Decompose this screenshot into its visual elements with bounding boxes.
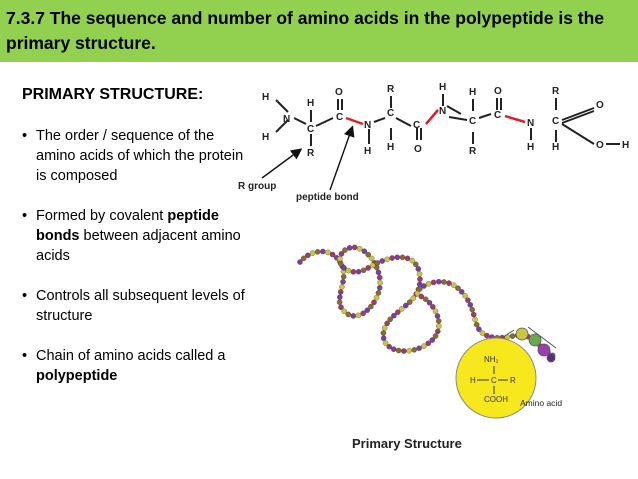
atom-r: R: [307, 148, 315, 159]
svg-text:H: H: [470, 376, 476, 385]
amino-acid-bead: [375, 260, 380, 265]
svg-text:COOH: COOH: [484, 395, 508, 404]
atom-c: C: [387, 108, 395, 119]
amino-acid-bead: [484, 333, 489, 338]
atom-r: R: [469, 146, 477, 157]
amino-acid-bead: [441, 279, 446, 284]
amino-acid-bead: [400, 255, 405, 260]
amino-acid-bead: [370, 263, 375, 268]
amino-acid-bead: [436, 324, 441, 329]
amino-acid-bead: [462, 293, 467, 298]
svg-text:R: R: [510, 376, 516, 385]
atom-c: C: [307, 124, 315, 135]
amino-acid-bead: [381, 336, 386, 341]
atom-h: H: [262, 92, 270, 103]
amino-acid-bead: [325, 250, 330, 255]
atom-r: R: [552, 86, 560, 97]
atom-o: O: [596, 100, 604, 111]
amino-acid-label: Amino acid: [520, 398, 563, 408]
bullet-dot: •: [22, 208, 28, 224]
atom-c: C: [469, 116, 477, 127]
bullet-text: The order / sequence of the amino acids of which the protein is composed: [36, 128, 244, 184]
bullet-text: Controls all subsequent levels of structure: [36, 288, 245, 324]
amino-acid-bead: [339, 251, 344, 256]
amino-acid-bead: [413, 262, 418, 267]
amino-acid-bead: [376, 270, 381, 275]
amino-acid-bead: [337, 300, 342, 305]
amino-acid-bead: [468, 302, 473, 307]
atom-c: C: [336, 112, 344, 123]
atom-o: O: [596, 140, 604, 151]
amino-acid-bead: [376, 290, 381, 295]
amino-acid-bead: [341, 274, 346, 279]
bullet-text: Chain of amino acids called a: [36, 348, 226, 364]
bullet-dot: •: [22, 288, 28, 304]
amino-acid-bead: [421, 283, 426, 288]
amino-acid-bead: [361, 268, 366, 273]
amino-acid-bead: [465, 298, 470, 303]
polypeptide-structural-formula: [238, 82, 629, 203]
amino-acid-bead: [378, 280, 383, 285]
amino-acid-bead: [385, 257, 390, 262]
amino-acid-bead: [351, 313, 356, 318]
bullet-dot: •: [22, 128, 28, 144]
amino-acid-bead: [538, 344, 550, 356]
bullet-dot: •: [22, 348, 28, 364]
peptide-bond-label: peptide bond: [296, 192, 359, 203]
amino-acid-bead: [340, 279, 345, 284]
amino-acid-bead: [390, 255, 395, 260]
svg-text:NH₂: NH₂: [484, 355, 499, 364]
amino-acid-bead: [391, 347, 396, 352]
amino-acid-bead: [396, 348, 401, 353]
bullet-text: Formed by covalent: [36, 208, 168, 224]
amino-acid-bead: [436, 279, 441, 284]
atom-r: R: [387, 84, 395, 95]
atom-h: H: [262, 132, 270, 143]
amino-acid-bead: [346, 268, 351, 273]
amino-acid-bead-chain: [297, 245, 555, 358]
atom-o: O: [335, 87, 343, 98]
atom-h: H: [527, 142, 535, 153]
atom-h: H: [364, 146, 372, 157]
amino-acid-bead: [356, 313, 361, 318]
amino-acid-bead: [431, 280, 436, 285]
amino-acid-bead: [407, 348, 412, 353]
amino-acid-bead: [510, 334, 515, 339]
amino-acid-bead: [474, 322, 479, 327]
atom-h: H: [622, 140, 630, 151]
amino-acid-bead: [374, 295, 379, 300]
atom-h: H: [307, 98, 315, 109]
bullet-bold-term: polypeptide: [36, 368, 118, 384]
svg-text:C: C: [491, 376, 497, 385]
amino-acid-bead: [433, 333, 438, 338]
amino-acid-bead: [417, 271, 422, 276]
amino-acid-bead: [417, 346, 422, 351]
amino-acid-bead: [471, 312, 476, 317]
amino-acid-bead: [446, 281, 451, 286]
highlighted-amino-acid: [516, 328, 528, 340]
amino-acid-bead: [337, 295, 342, 300]
amino-acid-bead: [320, 249, 325, 254]
amino-acid-bead: [366, 265, 371, 270]
amino-acid-bead: [339, 284, 344, 289]
amino-acid-bead: [380, 258, 385, 263]
amino-acid-bead: [382, 325, 387, 330]
amino-acid-bead: [435, 313, 440, 318]
amino-acid-bead: [377, 285, 382, 290]
atom-n: N: [364, 120, 372, 131]
amino-acid-bead: [356, 269, 361, 274]
amino-acid-bead: [315, 249, 320, 254]
amino-acid-bead: [470, 307, 475, 312]
atom-o: O: [414, 144, 422, 155]
amino-acid-bead: [352, 245, 357, 250]
amino-acid-bead: [337, 256, 342, 261]
atom-h: H: [387, 142, 395, 153]
amino-acid-bead: [381, 330, 386, 335]
section-heading: PRIMARY STRUCTURE:: [22, 86, 204, 103]
amino-acid-bead: [405, 256, 410, 261]
atom-c: C: [552, 116, 560, 127]
slide-title: 7.3.7 The sequence and number of amino acids in the polypeptide is the primary structure.: [6, 8, 605, 53]
amino-acid-bead: [395, 255, 400, 260]
amino-acid-bead: [435, 329, 440, 334]
amino-acid-bead: [357, 246, 362, 251]
amino-acid-bead: [417, 277, 422, 282]
bullet-bold-term: peptide bonds: [36, 208, 219, 244]
r-group-label: R group: [238, 181, 277, 192]
bullet-text: between adjacent amino acids: [36, 228, 241, 264]
amino-acid-bead: [547, 354, 555, 362]
amino-acid-bead: [371, 300, 376, 305]
amino-acid-bead: [362, 249, 367, 254]
r-group-arrow: [262, 150, 300, 178]
amino-acid-bead: [347, 245, 352, 250]
atom-h: H: [439, 82, 447, 93]
amino-acid-bead: [412, 347, 417, 352]
atom-n: N: [439, 106, 447, 117]
amino-acid-bead: [305, 253, 310, 258]
amino-acid-bead: [401, 348, 406, 353]
peptide-bond-arrow: [330, 128, 352, 190]
amino-acid-bead: [436, 318, 441, 323]
atom-o: O: [494, 86, 502, 97]
amino-acid-bead: [416, 266, 421, 271]
atom-c: C: [494, 110, 502, 121]
atom-n: N: [527, 118, 535, 129]
atom-h: H: [552, 142, 560, 153]
amino-acid-bead: [421, 344, 426, 349]
amino-acid-bead: [351, 269, 356, 274]
amino-acid-bead: [480, 331, 485, 336]
amino-acid-bead: [385, 321, 390, 326]
amino-acid-bead: [426, 281, 431, 286]
atom-h: H: [469, 87, 477, 98]
amino-acid-bead: [310, 251, 315, 256]
atom-n: N: [283, 114, 291, 125]
amino-acid-bead: [338, 289, 343, 294]
amino-acid-bead: [346, 312, 351, 317]
amino-acid-bead: [473, 317, 478, 322]
primary-structure-caption: Primary Structure: [352, 436, 462, 451]
atom-c: C: [413, 120, 421, 131]
amino-acid-bead: [387, 344, 392, 349]
amino-acid-bead: [377, 275, 382, 280]
